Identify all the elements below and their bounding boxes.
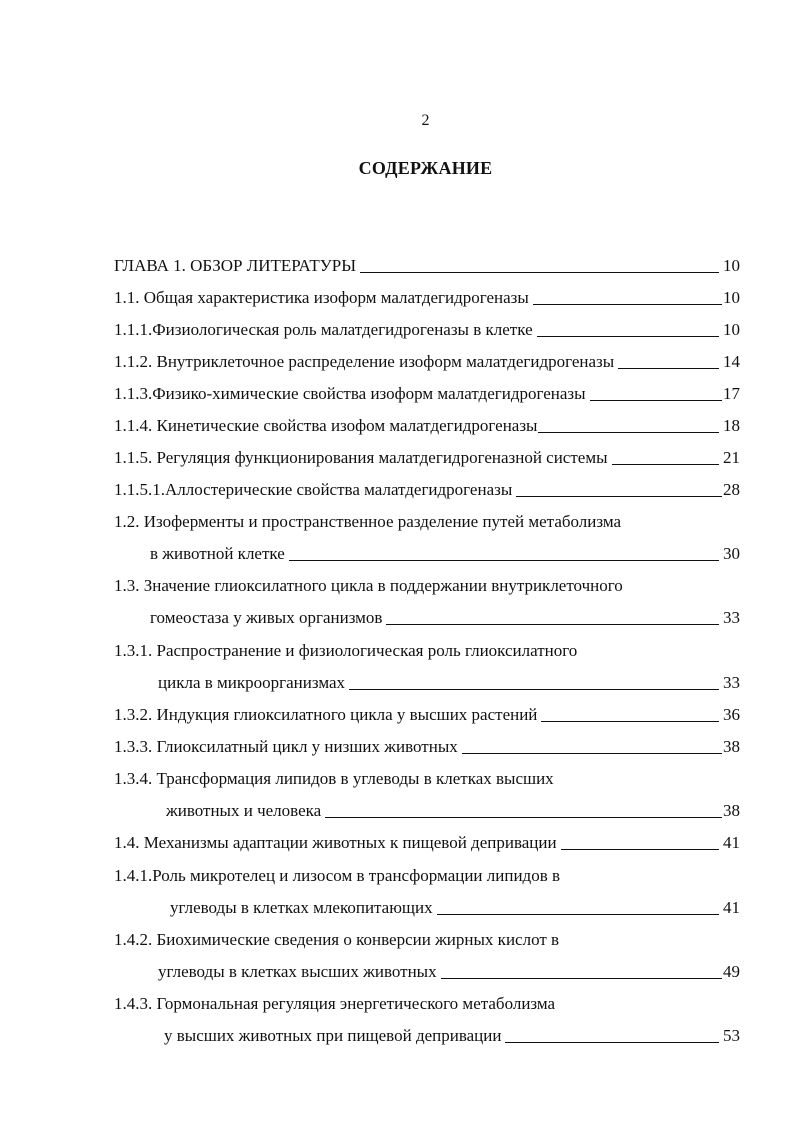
- toc-entry-page: 41: [723, 833, 740, 852]
- toc-entry-title: углеводы в клетках высших животных: [158, 962, 437, 981]
- toc-entry: [114, 831, 740, 855]
- dot-leader: [541, 721, 719, 722]
- document-title: СОДЕРЖАНИЕ: [358, 158, 493, 178]
- toc-entry-page: 41: [723, 898, 740, 917]
- toc-entry: [158, 671, 740, 695]
- dot-leader: [516, 496, 722, 497]
- toc-entry-title: 1.1. Общая характеристика изоформ малатдегидрогеназы: [114, 288, 529, 307]
- toc-entry: [114, 478, 740, 502]
- toc-entry: [158, 960, 740, 984]
- toc-entry: [114, 446, 740, 470]
- toc-entry-page: 10: [723, 288, 740, 307]
- dot-leader: [618, 368, 719, 369]
- toc-entry-page: 10: [723, 256, 740, 275]
- toc-entry-first-line: 1.4.2. Биохимические сведения о конверсии жирных кислот в: [114, 930, 560, 949]
- toc-entry-first-line: 1.3. Значение глиоксилатного цикла в поддержании внутриклеточного: [114, 576, 623, 595]
- dot-leader: [561, 849, 719, 850]
- toc-entry-title: ГЛАВА 1. ОБЗОР ЛИТЕРАТУРЫ: [114, 256, 357, 275]
- dot-leader: [386, 624, 719, 625]
- toc-entry-page: 17: [723, 384, 740, 403]
- toc-entry-title: гомеостаза у живых организмов: [150, 608, 383, 627]
- dot-leader: [325, 817, 722, 818]
- toc-entry-page: 14: [723, 352, 740, 371]
- toc-entry-title: углеводы в клетках млекопитающих: [170, 898, 433, 917]
- dot-leader: [360, 272, 719, 273]
- toc-entry-page: 10: [723, 320, 740, 339]
- toc-entry-first-line: 1.4.1.Роль микротелец и лизосом в трансформации липидов в: [114, 866, 561, 885]
- toc-entry-first-line: 1.2. Изоферменты и пространственное разделение путей метаболизма: [114, 512, 622, 531]
- dot-leader: [538, 432, 719, 433]
- toc-entry: [166, 799, 740, 823]
- dot-leader: [349, 689, 719, 690]
- dot-leader: [505, 1042, 719, 1043]
- toc-entry-first-line: 1.4.3. Гормональная регуляция энергетического метаболизма: [114, 994, 556, 1013]
- toc-entry: [114, 318, 740, 342]
- toc-entry-title: 1.3.3. Глиоксилатный цикл у низших животных: [114, 737, 458, 756]
- toc-entry-page: 18: [723, 416, 740, 435]
- toc-entry: [150, 606, 740, 630]
- dot-leader: [289, 560, 719, 561]
- toc-entry: [114, 286, 740, 310]
- toc-entry-title: 1.4. Механизмы адаптации животных к пищевой депривации: [114, 833, 557, 852]
- toc-entry-page: 21: [723, 448, 740, 467]
- toc-entry-page: 53: [723, 1026, 740, 1045]
- toc-entry-page: 33: [723, 608, 740, 627]
- toc-entry-title: 1.1.4. Кинетические свойства изофом малатдегидрогеназы: [114, 416, 538, 435]
- toc-entry: [164, 1024, 740, 1048]
- page-number: 2: [421, 112, 430, 129]
- toc-entry-first-line: 1.3.1. Распространение и физиологическая роль глиоксилатного: [114, 641, 578, 660]
- dot-leader: [590, 400, 722, 401]
- toc-entry: [114, 414, 740, 438]
- toc-entry-title: 1.1.1.Физиологическая роль малатдегидрогеназы в клетке: [114, 320, 533, 339]
- toc-entry-page: 38: [723, 801, 740, 820]
- toc-entry-title: цикла в микроорганизмах: [158, 673, 345, 692]
- toc-entry-title: 1.1.5.1.Аллостерические свойства малатдегидрогеназы: [114, 480, 513, 499]
- toc-entry-title: у высших животных при пищевой депривации: [164, 1026, 502, 1045]
- toc-entry: [114, 735, 740, 759]
- toc-entry-title: 1.3.2. Индукция глиоксилатного цикла у высших растений: [114, 705, 538, 724]
- toc-entry-page: 30: [723, 544, 740, 563]
- toc-entry-title: 1.1.3.Физико-химические свойства изоформ малатдегидрогеназы: [114, 384, 586, 403]
- toc-entry-page: 36: [723, 705, 740, 724]
- toc-entry: [114, 703, 740, 727]
- toc-entry-page: 33: [723, 673, 740, 692]
- toc-entry-title: в животной клетке: [150, 544, 285, 563]
- dot-leader: [537, 336, 719, 337]
- toc-entry: [114, 382, 740, 406]
- dot-leader: [612, 464, 719, 465]
- dot-leader: [437, 914, 719, 915]
- toc-entry-page: 49: [723, 962, 740, 981]
- toc-entry-title: 1.1.5. Регуляция функционирования малатдегидрогеназной системы: [114, 448, 608, 467]
- toc-entry-first-line: 1.3.4. Трансформация липидов в углеводы в клетках высших: [114, 769, 554, 788]
- toc-entry: [150, 542, 740, 566]
- toc-entry: [170, 896, 740, 920]
- toc-entry-title: 1.1.2. Внутриклеточное распределение изоформ малатдегидрогеназы: [114, 352, 615, 371]
- dot-leader: [462, 753, 722, 754]
- toc-entry: [114, 254, 740, 278]
- toc-entry-page: 38: [723, 737, 740, 756]
- toc-entry-title: животных и человека: [166, 801, 322, 820]
- dot-leader: [441, 978, 722, 979]
- toc-entry-page: 28: [723, 480, 740, 499]
- dot-leader: [533, 304, 722, 305]
- toc-entry: [114, 350, 740, 374]
